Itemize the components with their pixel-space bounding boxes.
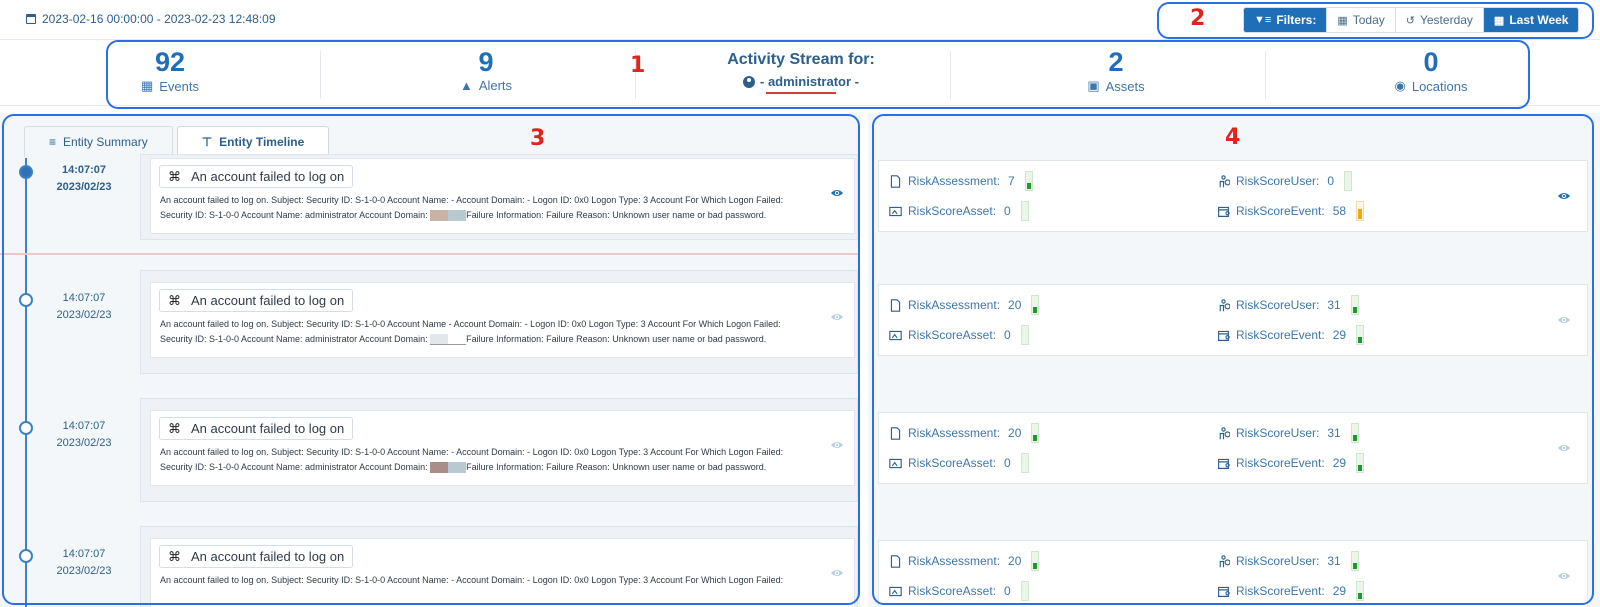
entry-time xyxy=(40,418,128,452)
risk-event-icon xyxy=(1217,205,1230,218)
risk-user xyxy=(1217,171,1352,191)
entry-time-value: 14:07:07 xyxy=(62,420,106,432)
desc-line-2 xyxy=(160,332,830,347)
filters-label: Filters: xyxy=(1276,13,1317,27)
risk-label: RiskAssessment: xyxy=(908,554,1001,568)
timeline-entry xyxy=(0,542,860,607)
locations-label-row xyxy=(1273,78,1589,94)
desc-line-1: An account failed to log on. Subject: Security ID: S-1-0-0 Account Name - Account Domain: - Logon ID: 0x0 Logon Type: 3 Account For Which Logon Failed: xyxy=(160,319,781,329)
timeline-entry xyxy=(0,158,860,286)
risk-label: RiskScoreAsset: xyxy=(908,204,997,218)
risk-user-icon xyxy=(1217,175,1230,188)
risk-event xyxy=(1217,453,1364,473)
risk-value: 29 xyxy=(1332,328,1347,342)
tab-entity-summary[interactable] xyxy=(24,126,173,157)
divider xyxy=(320,51,321,99)
risk-assessment xyxy=(889,551,1039,571)
risk-level-bar xyxy=(1021,325,1029,345)
risk-level-fill xyxy=(1358,593,1362,599)
annotation-label-2: 2 xyxy=(1190,6,1206,31)
entry-date-value: 2023/02/23 xyxy=(56,565,112,577)
desc-line-2a: Security ID: S-1-0-0 Account Name: administrator Account Domain: xyxy=(160,462,428,472)
stat-assets[interactable] xyxy=(958,47,1274,99)
entry-title-text: An account failed to log on xyxy=(191,169,345,184)
risk-user xyxy=(1217,295,1359,315)
entry-date-value: 2023/02/23 xyxy=(56,437,112,449)
redacted-value xyxy=(430,462,466,473)
risk-level-fill xyxy=(1353,307,1357,313)
timeline-dot[interactable] xyxy=(19,165,33,179)
risk-label: RiskScoreUser: xyxy=(1236,426,1320,440)
risk-label: RiskScoreAsset: xyxy=(908,584,997,598)
calendar-week-icon: ▦ xyxy=(1493,14,1505,27)
risk-value: 0 xyxy=(1004,456,1011,470)
risk-event-icon xyxy=(1217,457,1230,470)
divider xyxy=(950,51,951,99)
assets-count: 2 xyxy=(1108,47,1124,77)
risk-label: RiskAssessment: xyxy=(908,426,1001,440)
eye-icon[interactable] xyxy=(830,566,844,580)
top-bar xyxy=(0,0,1600,40)
risk-level-bar xyxy=(1351,423,1359,443)
desc-line-2a: Security ID: S-1-0-0 Account Name: administrator Account Domain: xyxy=(160,334,428,344)
activity-user-name: - administrator - xyxy=(760,74,859,89)
risk-label: RiskAssessment: xyxy=(908,174,1001,188)
risk-level-bar xyxy=(1351,551,1359,571)
filter-icon: ▼≡ xyxy=(1254,14,1272,26)
today-button[interactable] xyxy=(1327,8,1395,32)
timeline-entry xyxy=(0,286,860,414)
risk-level-bar xyxy=(1021,453,1029,473)
risk-assessment-icon xyxy=(889,427,902,440)
risk-event xyxy=(1217,201,1364,221)
redacted-value xyxy=(430,334,466,345)
desc-line-2b: Failure Information: Failure Reason: Unknown user name or bad password. xyxy=(466,334,767,344)
risk-level-fill xyxy=(1353,563,1357,569)
alerts-label-row xyxy=(328,78,644,93)
risk-level-fill xyxy=(1033,435,1037,441)
user-icon xyxy=(743,76,755,88)
risk-label: RiskScoreEvent: xyxy=(1236,204,1325,218)
risk-level-fill xyxy=(1358,337,1362,343)
entity-timeline-panel xyxy=(0,113,860,607)
date-range xyxy=(26,12,276,26)
risk-user-icon xyxy=(1217,299,1230,312)
risk-asset xyxy=(889,325,1029,345)
eye-icon[interactable] xyxy=(830,186,844,200)
entry-description xyxy=(160,445,830,475)
desc-line-1: An account failed to log on. Subject: Security ID: S-1-0-0 Account Name: - Account Domain: - Logon ID: 0x0 Logon Type: 3 Account For Which Logon Failed: xyxy=(160,575,784,585)
risk-asset-icon xyxy=(889,585,902,598)
risk-level-bar xyxy=(1356,325,1364,345)
risk-assessment-icon xyxy=(889,299,902,312)
risk-assessment xyxy=(889,423,1039,443)
command-icon: ⌘ xyxy=(168,292,181,308)
desc-line-1: An account failed to log on. Subject: Security ID: S-1-0-0 Account Name: - Account Domain: - Logon ID: 0x0 Logon Type: 3 Account For Which Logon Failed: xyxy=(160,195,784,205)
risk-level-bar xyxy=(1344,171,1352,191)
risk-user xyxy=(1217,423,1359,443)
risk-value: 20 xyxy=(1008,426,1022,440)
risk-assessment xyxy=(889,171,1033,191)
entry-title-text: An account failed to log on xyxy=(191,421,345,436)
risk-user xyxy=(1217,551,1359,571)
yesterday-label: Yesterday xyxy=(1419,13,1473,27)
eye-icon[interactable] xyxy=(1557,313,1571,327)
entry-title-text: An account failed to log on xyxy=(191,549,345,564)
eye-icon[interactable] xyxy=(1557,189,1571,203)
risk-value: 58 xyxy=(1332,204,1347,218)
desc-line-2 xyxy=(160,460,830,475)
events-count: 92 xyxy=(154,47,186,77)
entry-time xyxy=(40,162,128,196)
risk-card[interactable] xyxy=(878,540,1588,607)
entry-title xyxy=(159,289,353,312)
events-label: Events xyxy=(159,78,200,94)
risk-level-fill xyxy=(1358,465,1362,471)
risk-value: 29 xyxy=(1332,584,1347,598)
map-icon: ◉ xyxy=(1394,78,1406,93)
entry-card[interactable] xyxy=(150,282,855,358)
entry-title xyxy=(159,165,353,188)
risk-assessment-icon xyxy=(889,175,902,188)
entry-description xyxy=(160,573,830,588)
tabs xyxy=(24,126,329,157)
risk-assessment-icon xyxy=(889,555,902,568)
timeline-entry xyxy=(0,414,860,542)
risk-level-fill xyxy=(1353,435,1357,441)
entry-time xyxy=(40,290,128,324)
yesterday-button[interactable] xyxy=(1396,8,1484,32)
risk-level-bar xyxy=(1031,423,1039,443)
risk-value: 7 xyxy=(1008,174,1015,188)
stat-locations[interactable] xyxy=(1273,47,1589,99)
risk-event-icon xyxy=(1217,585,1230,598)
command-icon: ⌘ xyxy=(168,168,181,184)
assets-label: Assets xyxy=(1105,78,1145,94)
user-underline xyxy=(766,92,836,94)
risk-assessment xyxy=(889,295,1039,315)
risk-asset xyxy=(889,581,1029,601)
risk-level-fill xyxy=(1033,563,1037,569)
entry-separator xyxy=(0,253,860,255)
entry-time-value: 14:07:07 xyxy=(61,164,107,176)
entry-title-text: An account failed to log on xyxy=(191,293,345,308)
stats-bar xyxy=(0,41,1600,106)
risk-label: RiskScoreUser: xyxy=(1236,174,1320,188)
command-icon: ⌘ xyxy=(168,548,181,564)
activity-user[interactable] xyxy=(643,74,959,89)
alerts-label: Alerts xyxy=(478,78,513,93)
entry-time-value: 14:07:07 xyxy=(62,548,106,560)
risk-value: 31 xyxy=(1327,554,1341,568)
today-label: Today xyxy=(1352,13,1385,27)
risk-event xyxy=(1217,325,1364,345)
stat-events[interactable] xyxy=(12,47,328,99)
activity-title: Activity Stream for: xyxy=(727,51,875,68)
events-label-row xyxy=(12,78,328,94)
entry-description xyxy=(160,317,830,347)
risk-value: 20 xyxy=(1008,298,1022,312)
warning-icon: ▲ xyxy=(459,78,473,93)
activity-stream xyxy=(643,47,959,99)
tab-entity-timeline[interactable] xyxy=(177,126,330,157)
last-week-button[interactable] xyxy=(1484,8,1579,32)
asset-icon: ▣ xyxy=(1087,78,1100,93)
entry-title xyxy=(159,417,353,440)
risk-level-fill xyxy=(1027,183,1031,189)
risk-level-bar xyxy=(1356,453,1364,473)
eye-icon[interactable] xyxy=(830,310,844,324)
timeline-dot[interactable] xyxy=(19,293,33,307)
risk-label: RiskScoreUser: xyxy=(1236,298,1320,312)
risk-level-bar xyxy=(1356,581,1364,601)
entry-date-value: 2023/02/23 xyxy=(56,181,112,193)
risk-level-bar xyxy=(1021,201,1029,221)
annotation-label-4: 4 xyxy=(1225,125,1241,150)
risk-label: RiskScoreEvent: xyxy=(1236,456,1325,470)
risk-level-bar xyxy=(1031,551,1039,571)
risk-label: RiskScoreUser: xyxy=(1236,554,1320,568)
redacted-value xyxy=(430,210,466,221)
alerts-count: 9 xyxy=(478,47,494,77)
annotation-label-3: 3 xyxy=(530,126,546,151)
risk-value: 0 xyxy=(1327,174,1335,188)
sitemap-icon: ⊤ xyxy=(201,135,213,149)
risk-level-bar xyxy=(1351,295,1359,315)
calendar-icon: ▦ xyxy=(1337,14,1348,27)
risk-label: RiskScoreEvent: xyxy=(1236,328,1325,342)
list-icon: ≡ xyxy=(49,135,57,149)
date-range-text: 2023-02-16 00:00:00 - 2023-02-23 12:48:09 xyxy=(42,12,276,26)
risk-asset xyxy=(889,453,1029,473)
risk-level-bar xyxy=(1356,201,1364,221)
risk-label: RiskScoreAsset: xyxy=(908,328,997,342)
eye-icon[interactable] xyxy=(1557,441,1571,455)
last-week-label: Last Week xyxy=(1509,13,1569,27)
risk-card[interactable] xyxy=(878,412,1588,484)
entry-description xyxy=(160,193,830,223)
timeline-dot[interactable] xyxy=(19,549,33,563)
divider xyxy=(1265,51,1266,99)
risk-value: 20 xyxy=(1008,554,1022,568)
risk-level-fill xyxy=(1358,209,1362,219)
risk-event xyxy=(1217,581,1364,601)
timeline-dot[interactable] xyxy=(19,421,33,435)
entry-date-value: 2023/02/23 xyxy=(56,309,112,321)
risk-event-icon xyxy=(1217,329,1230,342)
entry-time xyxy=(40,546,128,580)
entry-time-value: 14:07:07 xyxy=(62,292,106,304)
risk-value: 31 xyxy=(1327,298,1341,312)
entry-card[interactable] xyxy=(150,158,855,234)
entry-card[interactable] xyxy=(150,538,855,607)
risk-level-bar xyxy=(1025,171,1033,191)
risk-card[interactable] xyxy=(878,284,1588,356)
locations-count: 0 xyxy=(1423,47,1439,77)
risk-label: RiskAssessment: xyxy=(908,298,1001,312)
eye-icon[interactable] xyxy=(1557,569,1571,583)
history-icon: ↺ xyxy=(1405,14,1415,27)
tab-label: Entity Timeline xyxy=(219,135,305,149)
risk-user-icon xyxy=(1217,555,1230,568)
desc-line-2b: Failure Information: Failure Reason: Unknown user name or bad password. xyxy=(466,210,767,220)
risk-value: 31 xyxy=(1327,426,1341,440)
risk-asset-icon xyxy=(889,205,902,218)
risk-asset-icon xyxy=(889,457,902,470)
eye-icon[interactable] xyxy=(830,438,844,452)
entry-card[interactable] xyxy=(150,410,855,486)
calendar-icon xyxy=(26,14,36,24)
tab-label: Entity Summary xyxy=(63,135,148,149)
entry-title xyxy=(159,545,353,568)
risk-level-bar xyxy=(1031,295,1039,315)
annotation-label-1: 1 xyxy=(630,53,646,78)
risk-level-fill xyxy=(1033,307,1037,313)
risk-value: 29 xyxy=(1332,456,1347,470)
risk-label: RiskScoreEvent: xyxy=(1236,584,1325,598)
risk-value: 0 xyxy=(1004,328,1011,342)
risk-panel xyxy=(868,113,1600,607)
filter-bar xyxy=(1243,7,1579,33)
risk-level-bar xyxy=(1021,581,1029,601)
command-icon: ⌘ xyxy=(168,420,181,436)
desc-line-2b: Failure Information: Failure Reason: Unknown user name or bad password. xyxy=(466,462,767,472)
desc-line-2 xyxy=(160,208,830,223)
filters-button[interactable] xyxy=(1244,8,1327,32)
risk-value: 0 xyxy=(1004,204,1011,218)
calendar-icon: ▦ xyxy=(140,78,154,93)
risk-label: RiskScoreAsset: xyxy=(908,456,997,470)
risk-card[interactable] xyxy=(878,160,1588,232)
desc-line-2a: Security ID: S-1-0-0 Account Name: administrator Account Domain: xyxy=(160,210,428,220)
risk-user-icon xyxy=(1217,427,1230,440)
stat-alerts[interactable] xyxy=(328,47,644,99)
risk-value: 0 xyxy=(1004,584,1011,598)
desc-line-1: An account failed to log on. Subject: Security ID: S-1-0-0 Account Name: - Account Domain: - Logon ID: 0x0 Logon Type: 3 Account For Which Logon Failed: xyxy=(160,447,784,457)
risk-asset-icon xyxy=(889,329,902,342)
risk-asset xyxy=(889,201,1029,221)
assets-label-row xyxy=(958,78,1274,94)
locations-label: Locations xyxy=(1411,78,1468,94)
